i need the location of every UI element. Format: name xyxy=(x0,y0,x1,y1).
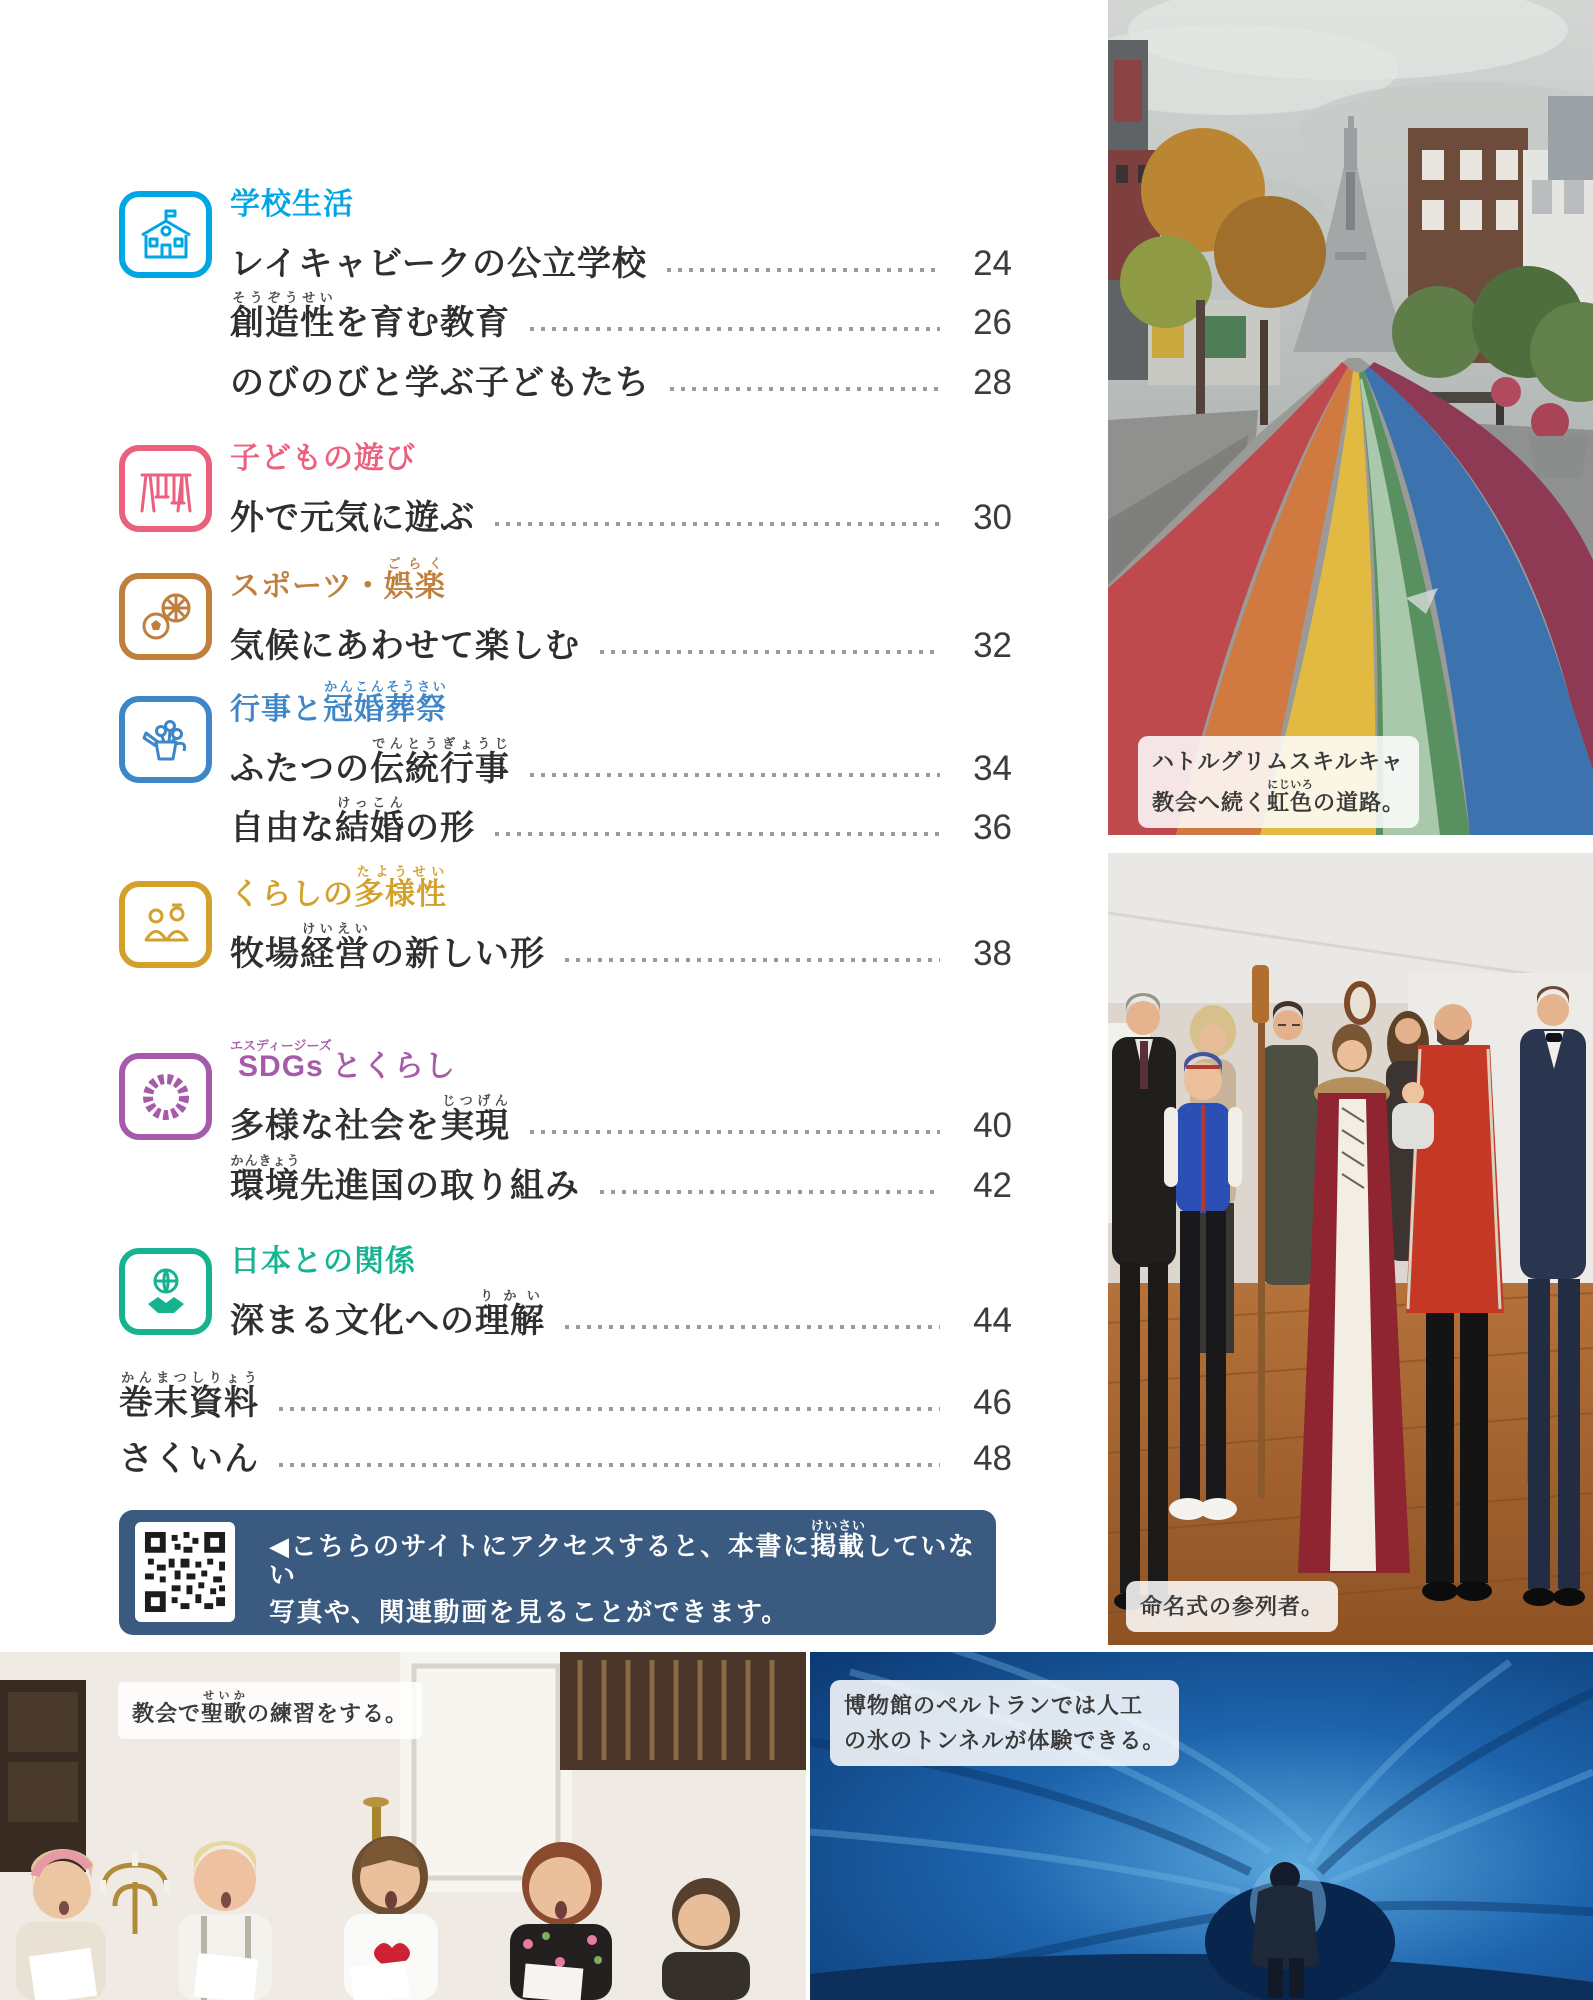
page-number: 30 xyxy=(973,498,1012,537)
qr-panel xyxy=(119,1510,996,1635)
sports-wheel-icon xyxy=(119,573,212,660)
dotted-leader xyxy=(279,1407,940,1411)
toc-item[interactable] xyxy=(230,607,1012,663)
toc-section-title-relations-with-japan: 日本との関係 xyxy=(230,1245,416,1278)
dotted-leader xyxy=(565,1325,940,1329)
toc-section-title-childrens-play: 子どもの遊び xyxy=(230,442,416,475)
toc-section-title-school-life: 学校生活 xyxy=(230,188,354,221)
toc-item[interactable] xyxy=(119,1420,1012,1476)
qr-panel-text xyxy=(269,1510,980,1635)
toc-item[interactable] xyxy=(230,1087,1012,1143)
ice-tunnel-photo-caption: 博物館のペルトランでは人工 の氷のトンネルが体験できる。 xyxy=(830,1680,1179,1766)
toc-item[interactable] xyxy=(230,730,1012,786)
naming-ceremony-photo xyxy=(1108,853,1593,1645)
toc-item-title: 外で元気に遊ぶ xyxy=(230,499,475,537)
page-number: 38 xyxy=(973,934,1012,973)
dotted-leader xyxy=(600,650,940,654)
qr-panel-text-line2: 写真や、関連動画を見ることができます。 xyxy=(269,1597,789,1628)
swing-icon xyxy=(119,445,212,532)
page-number: 36 xyxy=(973,808,1012,847)
toc-item[interactable] xyxy=(230,479,1012,535)
toc-section-title-events-and-ceremonies: 行事と 冠婚葬祭かんこんそうさい xyxy=(230,679,447,726)
toc-item[interactable] xyxy=(119,1364,1012,1420)
toc-item-title: のびのびと学ぶ子どもたち xyxy=(230,364,650,402)
toc-section-title-sdgs-and-living: SDGsエスディージーズ とくらし xyxy=(230,1038,456,1083)
toc-item[interactable] xyxy=(230,225,1012,281)
toc-item-title: 自由な結婚けっこんの形 xyxy=(230,795,475,847)
dotted-leader xyxy=(667,268,940,272)
dotted-leader xyxy=(530,327,940,331)
rainbow-street-photo-caption: ハトルグリムスキルキャ 教会へ続く虹色にじいろの道路。 xyxy=(1138,736,1419,828)
toc-item-title: 創造性そうぞうせいを育む教育 xyxy=(230,290,510,342)
dotted-leader xyxy=(495,832,940,836)
toc-item[interactable] xyxy=(230,789,1012,845)
dotted-leader xyxy=(530,773,940,777)
handshake-globe-icon xyxy=(119,1248,212,1335)
dotted-leader xyxy=(279,1463,940,1467)
page-number: 40 xyxy=(973,1106,1012,1145)
page-number: 46 xyxy=(973,1383,1012,1422)
toc-item-title: 多様な社会を実現じつげん xyxy=(230,1093,510,1145)
dotted-leader xyxy=(495,522,940,526)
dotted-leader xyxy=(565,958,940,962)
toc-item-title: 気候にあわせて楽しむ xyxy=(230,627,580,665)
page-number: 32 xyxy=(973,626,1012,665)
toc-item-title: 牧場経営けいえいの新しい形 xyxy=(230,921,545,973)
toc-item-title: レイキャビークの公立学校 xyxy=(230,245,647,283)
dotted-leader xyxy=(600,1190,940,1194)
page-number: 42 xyxy=(973,1166,1012,1205)
qr-code-glyph xyxy=(142,1529,228,1615)
dotted-leader xyxy=(670,387,940,391)
page-number: 44 xyxy=(973,1301,1012,1340)
toc-item[interactable] xyxy=(230,1147,1012,1203)
school-building-icon xyxy=(119,191,212,278)
page-number: 26 xyxy=(973,303,1012,342)
naming-ceremony-photo-caption: 命名式の参列者。 xyxy=(1126,1581,1338,1632)
toc-item[interactable] xyxy=(230,344,1012,400)
qr-panel-text-line1: ◀こちらのサイトにアクセスすると、本書に掲載けいさいしていない xyxy=(269,1518,976,1590)
choir-practice-photo-caption: 教会で聖歌せいかの練習をする。 xyxy=(118,1682,422,1739)
page-number: 24 xyxy=(973,244,1012,283)
page-number: 34 xyxy=(973,749,1012,788)
toc-item-title: さくいん xyxy=(119,1440,259,1478)
toc-item[interactable] xyxy=(230,915,1012,971)
toc-item[interactable] xyxy=(230,284,1012,340)
page-number: 48 xyxy=(973,1439,1012,1478)
dotted-leader xyxy=(530,1130,940,1134)
toc-section-title-sports-entertainment: スポーツ・ 娯楽ごらく xyxy=(230,556,446,603)
toc-item[interactable] xyxy=(230,1282,1012,1338)
dolls-icon xyxy=(119,881,212,968)
toc-item-title: 巻末かんまつ資料しりょう xyxy=(119,1370,259,1422)
page-number: 28 xyxy=(973,363,1012,402)
toc-section-title-diversity-of-living: くらしの 多様性たようせい xyxy=(230,864,447,911)
toc-item-title: 深まる文化への理解りかい xyxy=(230,1288,545,1340)
rainbow-street-photo xyxy=(1108,0,1593,835)
toc-item-title: 環境かんきょう先進国の取り組み xyxy=(230,1153,580,1205)
bouquet-icon xyxy=(119,696,212,783)
toc-item-title: ふたつの伝統行事でんとうぎょうじ xyxy=(230,736,510,788)
sdgs-wheel-icon xyxy=(119,1053,212,1140)
qr-code-icon xyxy=(135,1522,235,1622)
